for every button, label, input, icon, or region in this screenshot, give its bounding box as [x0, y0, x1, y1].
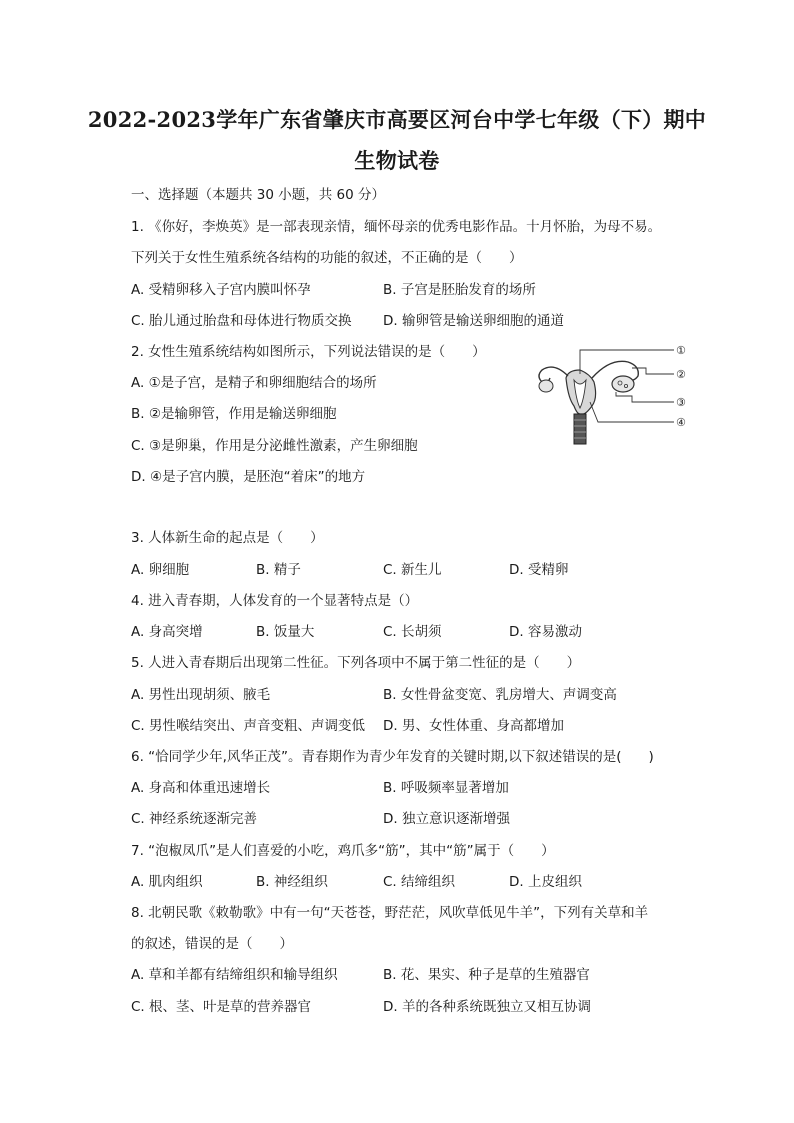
- figure-label-1: ①: [676, 344, 686, 357]
- question-2-option-b: B. ②是输卵管，作用是输送卵细胞: [131, 406, 337, 422]
- question-5-stem: 5. 人进入青春期后出现第二性征。下列各项中不属于第二性征的是（ ）: [131, 655, 581, 671]
- question-3-option-a: A. 卵细胞: [131, 562, 190, 578]
- reproductive-system-figure: [528, 340, 698, 450]
- figure-label-2: ②: [676, 368, 686, 381]
- question-2-option-d: D. ④是子宫内膜，是胚泡“着床”的地方: [131, 469, 366, 485]
- question-8-option-c: C. 根、茎、叶是草的营养器官: [131, 999, 312, 1015]
- question-4-option-b: B. 饭量大: [256, 624, 315, 640]
- question-1-stem-line2: 下列关于女性生殖系统各结构的功能的叙述，不正确的是（ ）: [131, 250, 523, 266]
- question-8-stem-line1: 8. 北朝民歌《敕勒歌》中有一句“天苍苍，野茫茫，风吹草低见牛羊”，下列有关草和羊: [131, 905, 649, 921]
- question-8-option-d: D. 羊的各种系统既独立又相互协调: [383, 999, 591, 1015]
- question-4-option-c: C. 长胡须: [383, 624, 442, 640]
- question-1-option-b: B. 子宫是胚胎发育的场所: [383, 282, 536, 298]
- question-3-option-b: B. 精子: [256, 562, 301, 578]
- question-7-stem: 7. “泡椒凤爪”是人们喜爱的小吃，鸡爪多“筋”，其中“筋”属于（ ）: [131, 843, 555, 859]
- question-1-stem-line1: 1. 《你好，李焕英》是一部表现亲情，缅怀母亲的优秀电影作品。十月怀胎，为母不易。: [131, 219, 662, 235]
- question-7-option-c: C. 结缔组织: [383, 874, 456, 890]
- question-1-option-a: A. 受精卵移入子宫内膜叫怀孕: [131, 282, 311, 298]
- question-6-option-b: B. 呼吸频率显著增加: [383, 780, 509, 796]
- question-2-option-c: C. ③是卵巢，作用是分泌雌性激素，产生卵细胞: [131, 438, 418, 454]
- question-6-option-c: C. 神经系统逐渐完善: [131, 811, 258, 827]
- exam-title-line1: 2022-2023学年广东省肇庆市高要区河台中学七年级（下）期中: [87, 107, 707, 132]
- question-7-option-b: B. 神经组织: [256, 874, 328, 890]
- question-2-option-a: A. ①是子宫，是精子和卵细胞结合的场所: [131, 375, 377, 391]
- question-3-option-c: C. 新生儿: [383, 562, 442, 578]
- question-8-stem-line2: 的叙述，错误的是（ ）: [131, 936, 293, 952]
- question-1-option-c: C. 胎儿通过胎盘和母体进行物质交换: [131, 313, 352, 329]
- question-4-option-a: A. 身高突增: [131, 624, 203, 640]
- question-6-stem: 6. “恰同学少年,风华正茂”。青春期作为青少年发育的关键时期,以下叙述错误的是( ): [131, 749, 654, 765]
- question-4-stem: 4. 进入青春期，人体发育的一个显著特点是（）: [131, 593, 419, 609]
- question-8-option-b: B. 花、果实、种子是草的生殖器官: [383, 967, 590, 983]
- question-5-option-a: A. 男性出现胡须、腋毛: [131, 687, 271, 703]
- reproductive-system-diagram: [528, 340, 698, 450]
- question-2-stem: 2. 女性生殖系统结构如图所示，下列说法错误的是（ ）: [131, 344, 486, 360]
- question-3-stem: 3. 人体新生命的起点是（ ）: [131, 530, 324, 546]
- question-1-option-d: D. 输卵管是输送卵细胞的通道: [383, 313, 564, 329]
- question-5-option-d: D. 男、女性体重、身高都增加: [383, 718, 564, 734]
- question-6-option-a: A. 身高和体重迅速增长: [131, 780, 271, 796]
- question-6-option-d: D. 独立意识逐渐增强: [383, 811, 510, 827]
- question-4-option-d: D. 容易激动: [509, 624, 582, 640]
- figure-label-4: ④: [676, 416, 686, 429]
- section-heading: 一、选择题（本题共 30 小题，共 60 分）: [131, 187, 386, 203]
- question-7-option-a: A. 肌肉组织: [131, 874, 203, 890]
- question-8-option-a: A. 草和羊都有结缔组织和输导组织: [131, 967, 338, 983]
- exam-title-line2: 生物试卷: [354, 148, 440, 173]
- question-3-option-d: D. 受精卵: [509, 562, 569, 578]
- figure-label-3: ③: [676, 396, 686, 409]
- question-7-option-d: D. 上皮组织: [509, 874, 582, 890]
- question-5-option-c: C. 男性喉结突出、声音变粗、声调变低: [131, 718, 366, 734]
- question-5-option-b: B. 女性骨盆变宽、乳房增大、声调变高: [383, 687, 617, 703]
